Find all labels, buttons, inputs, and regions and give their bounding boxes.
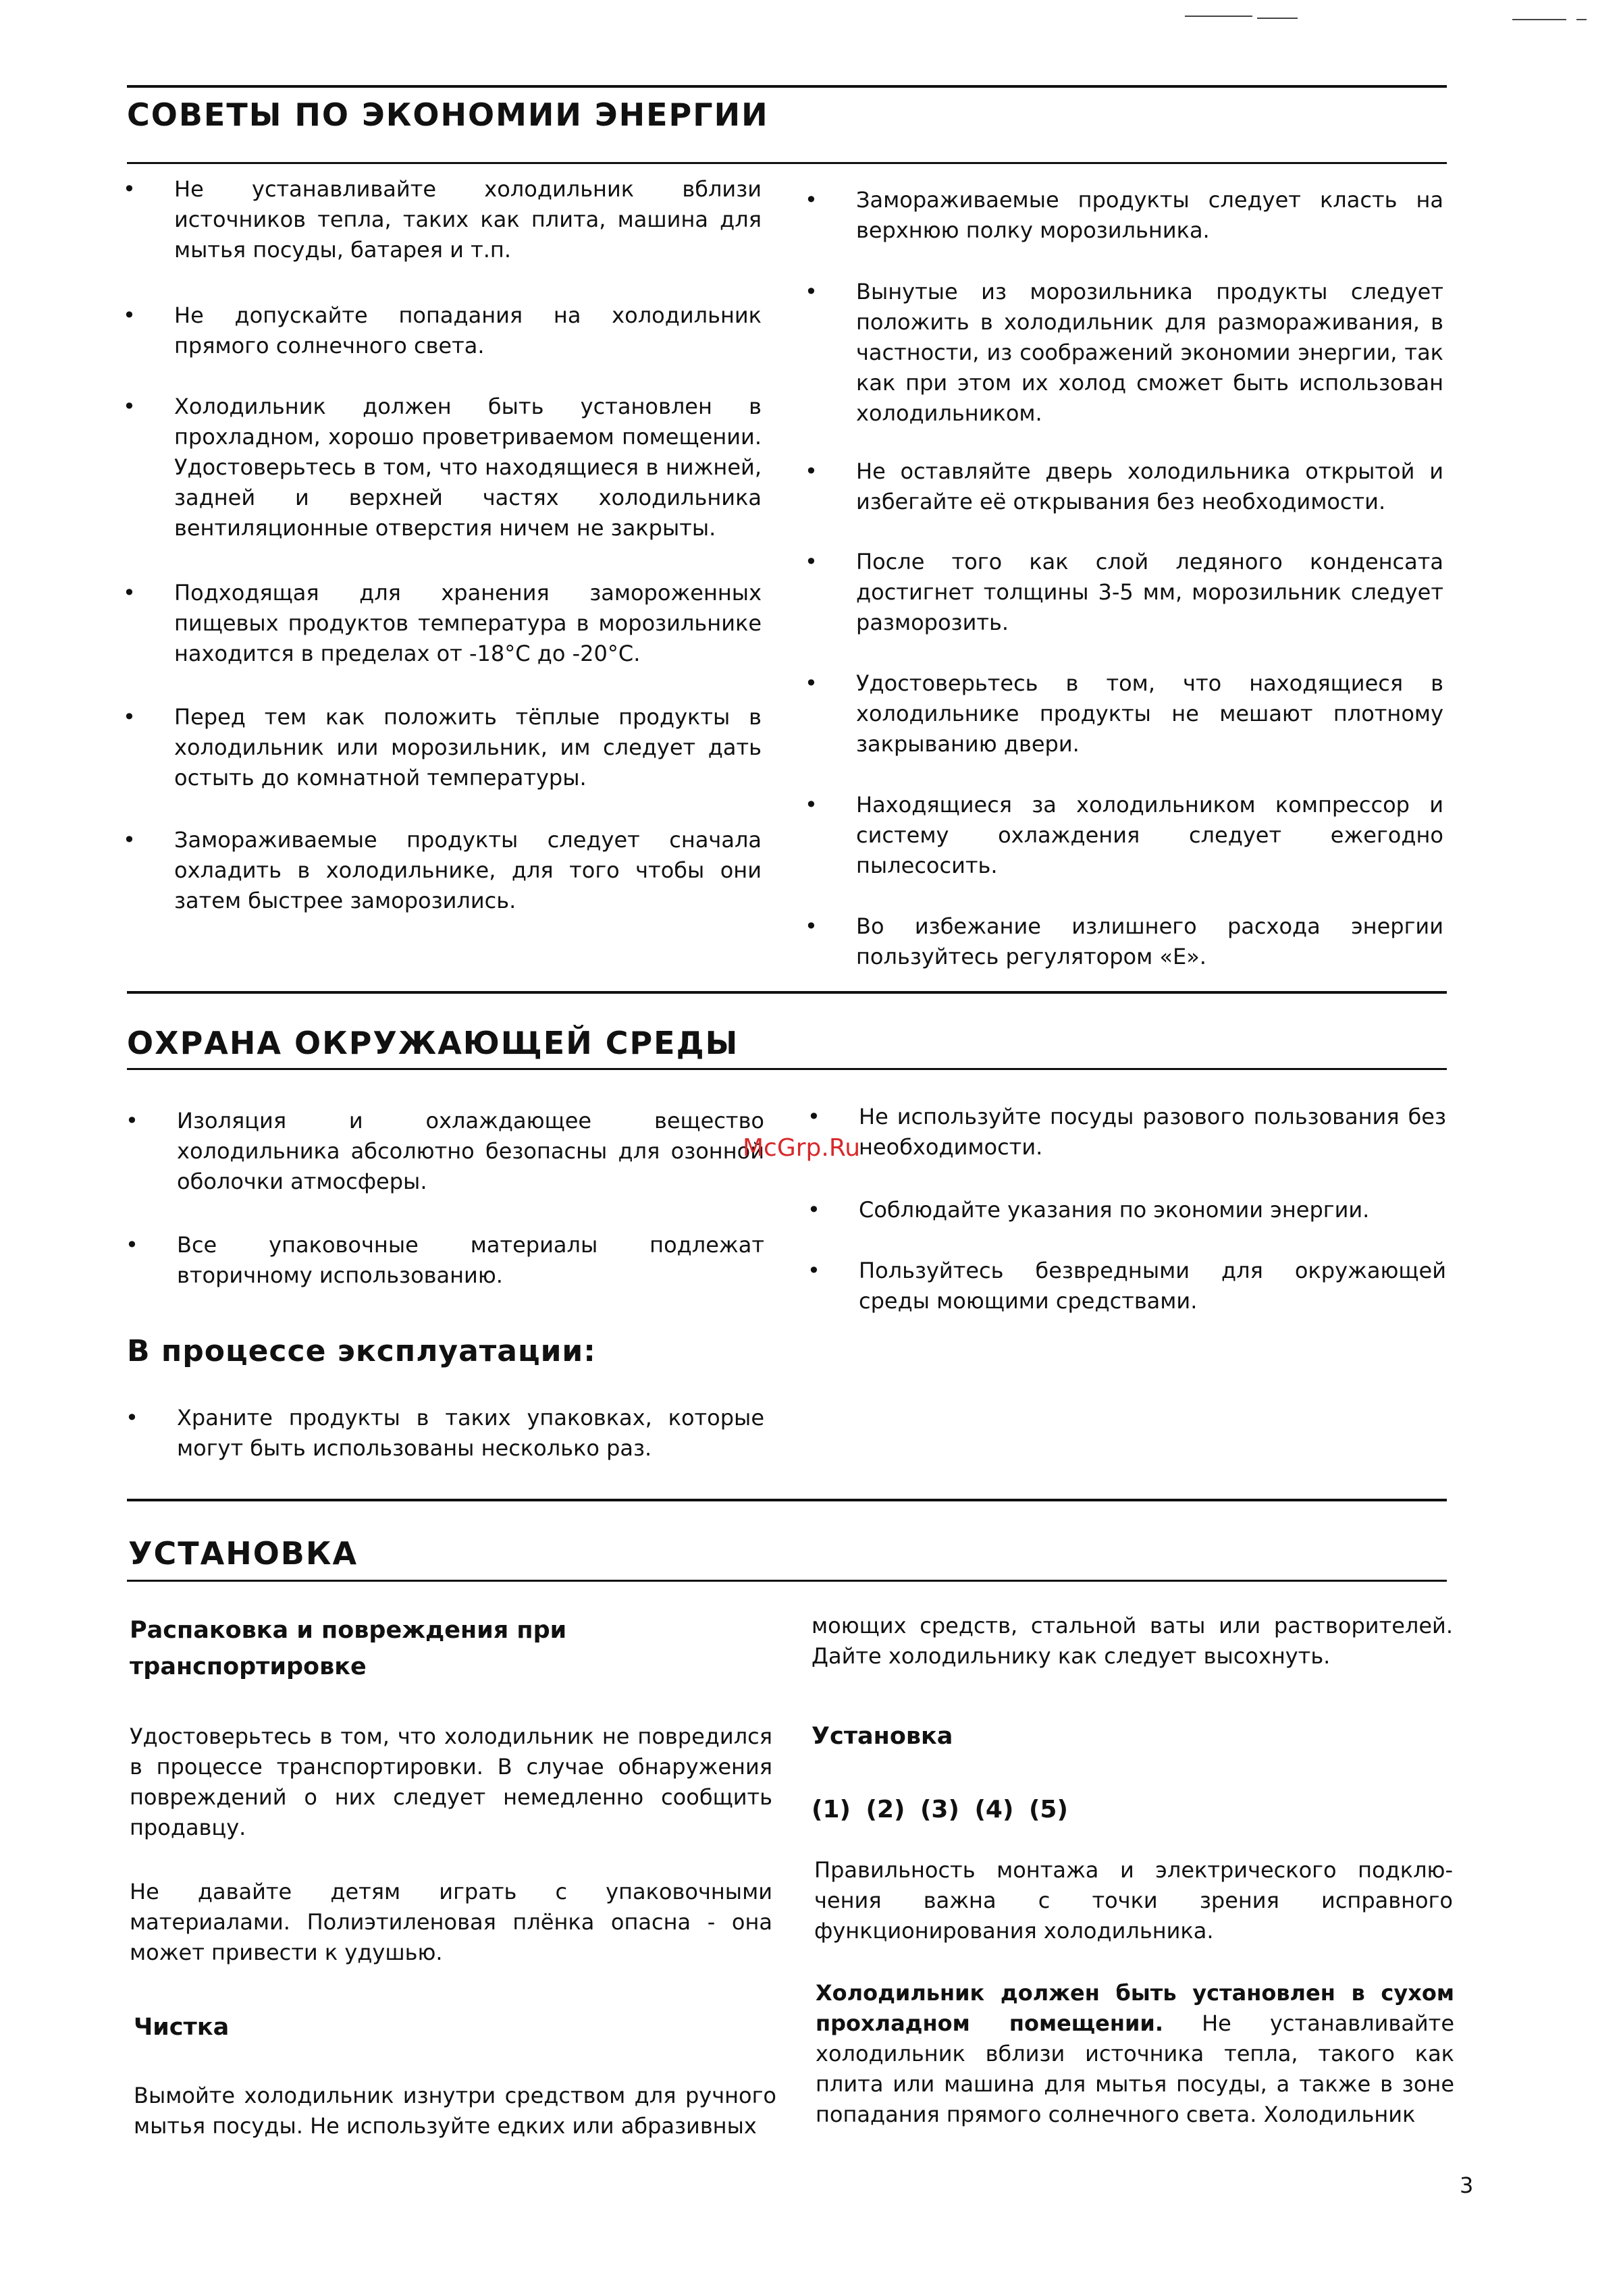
corner-mark	[1576, 19, 1587, 20]
section-rule	[127, 162, 1447, 164]
environment-tip: • Соблюдайте указания по экономии энергии.	[859, 1195, 1446, 1225]
environment-tip: • Все упаковочные материалы подлежат вторичному использованию.	[177, 1230, 764, 1291]
environment-tip: • Не используйте посуды разового пользования без необходимости.	[859, 1102, 1446, 1163]
energy-tip: • Замораживаемые продукты следует класть на верхнюю полку морозильника.	[856, 185, 1443, 246]
energy-tip: • Замораживаемые продукты следует сначала охладить в холодильнике, для того чтобы они затем быстрее заморозились.	[174, 825, 762, 916]
corner-mark	[1257, 18, 1298, 19]
energy-tip: • Холодильник должен быть установлен в прохладном, хорошо проветриваемом помещении. Удостоверьтесь в том, что находящиеся в нижней, задней и верхней частях холодильника вентиляционные отверстия ничем не закрыты.	[174, 392, 762, 543]
energy-tip: • Удостоверьтесь в том, что находящиеся в холодильнике продукты не мешают плотному закрыванию двери.	[856, 668, 1443, 759]
energy-tip: • Перед тем как положить тёплые продукты в холодильник или морозильник, им следует дать остыть до комнатной температуры.	[174, 702, 762, 793]
section-rule	[127, 85, 1447, 88]
unpack-warning: Не давайте детям играть с упаковочными материалами. Полиэтиленовая плёнка опасна - она может привести к удушью.	[130, 1879, 772, 1965]
setup-placement-bold: Холодильник должен быть установлен в сухом прохладном помещении.	[816, 1980, 1454, 2036]
corner-mark	[1185, 16, 1252, 17]
install-section-title: УСТАНОВКА	[128, 1535, 358, 1572]
environment-tip: • Пользуйтесь безвредными для окружающей среды моющими средствами.	[859, 1256, 1446, 1316]
cleaning-heading: Чистка	[134, 2014, 230, 2041]
environment-section-title: ОХРАНА ОКРУЖАЮЩЕЙ СРЕДЫ	[127, 1025, 739, 1061]
energy-tip: • Вынутые из морозильника продукты следует положить в холодильник для размораживания, в частности, из соображений экономии энергии, так как при этом их холод сможет быть использован холодильником.	[856, 277, 1443, 429]
energy-tip: • Подходящая для хранения замороженных пищевых продуктов температура в морозильнике находится в пределах от -18°С до -20°С.	[174, 578, 762, 669]
setup-placement-text: Не устанавливайте холодильник вблизи источника тепла, такого как плита или машина для мытья посуды, а также в зоне попадания прямого солнечного света. Холодильник	[816, 2010, 1455, 2127]
cleaning-paragraph: Вымойте холодильник изнутри средством для ручного мытья посуды. Не используйте едких или абразивных	[134, 2083, 776, 2139]
usage-tip: • Храните продукты в таких упаковках, которые могут быть использованы несколько раз.	[177, 1403, 764, 1464]
setup-figure-refs: (1) (2) (3) (4) (5)	[812, 1796, 1068, 1823]
energy-tip: • После того как слой ледяного конденсата достигнет толщины 3-5 мм, морозильник следует разморозить.	[856, 547, 1443, 638]
setup-heading: Установка	[812, 1723, 953, 1750]
energy-section-title: СОВЕТЫ ПО ЭКОНОМИИ ЭНЕРГИИ	[127, 97, 769, 133]
setup-placement-paragraph	[816, 1978, 1454, 2130]
energy-tip: • Не допускайте попадания на холодильник прямого солнечного света.	[174, 300, 762, 361]
section-rule	[127, 1580, 1447, 1582]
unpack-paragraph: Удостоверьтесь в том, что холодильник не повредился в процессе транспортировки. В случае обнаружения повреждений о них следует немедленно сообщить продавцу.	[130, 1724, 772, 1840]
usage-subtitle: В процессе эксплуатации:	[127, 1334, 596, 1368]
section-rule	[127, 1068, 1447, 1070]
unpack-heading: Распаковка и повреждения при транспортировке	[130, 1617, 567, 1680]
section-rule	[127, 991, 1447, 994]
section-rule	[127, 1499, 1447, 1501]
cleaning-paragraph-continued: моющих средств, стальной ваты или растворителей. Дайте холодильнику как следует высохнуть.	[812, 1613, 1453, 1669]
energy-tip: • Не оставляйте дверь холодильника открытой и избегайте её открывания без необходимости.	[856, 456, 1443, 517]
watermark: McGrp.Ru	[743, 1134, 861, 1162]
corner-mark	[1512, 19, 1566, 20]
setup-paragraph: Правильность монтажа и электрического подключения важна с точки зрения исправного функционирования холодильника.	[814, 1857, 1453, 1944]
environment-tip: • Изоляция и охлаждающее вещество холодильника абсолютно безопасны для озонной оболочки атмосферы.	[177, 1106, 764, 1197]
energy-tip: • Не устанавливайте холодильник вблизи источников тепла, таких как плита, машина для мытья посуды, батарея и т.п.	[174, 174, 762, 265]
energy-tip: • Во избежание излишнего расхода энергии пользуйтесь регулятором «Е».	[856, 911, 1443, 972]
page-number: 3	[1460, 2172, 1474, 2198]
energy-tip: • Находящиеся за холодильником компрессор и систему охлаждения следует ежегодно пылесосить.	[856, 790, 1443, 881]
